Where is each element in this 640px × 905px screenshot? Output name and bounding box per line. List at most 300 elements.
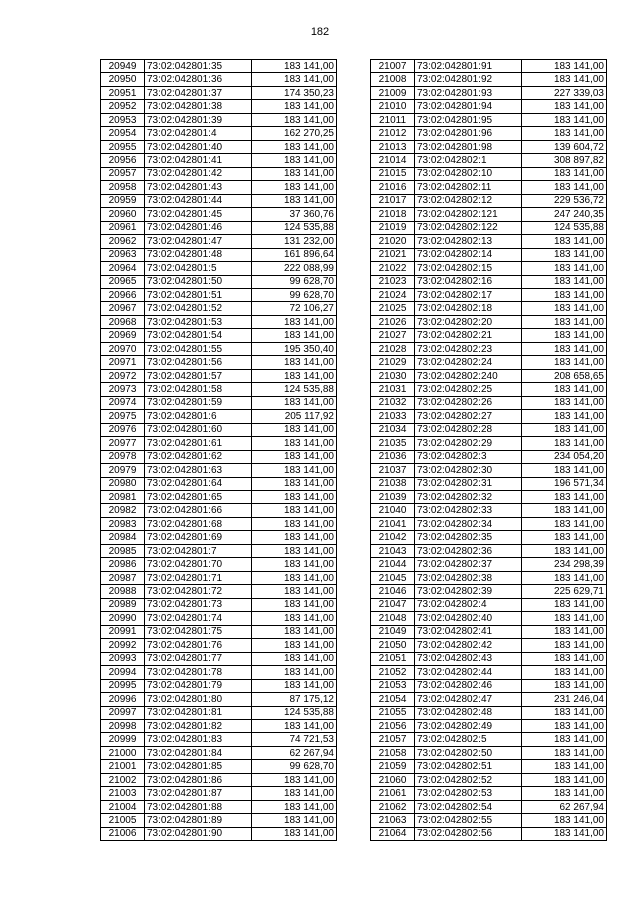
value-cell: 183 141,00 — [522, 181, 607, 194]
cadastral-number-cell: 73:02:042802:240 — [415, 369, 522, 382]
value-cell: 183 141,00 — [252, 585, 337, 598]
value-cell: 162 270,25 — [252, 127, 337, 140]
table-row — [101, 746, 337, 759]
cadastral-number-cell: 73:02:042801:79 — [145, 679, 252, 692]
row-number-cell: 21009 — [371, 86, 415, 99]
table-row — [101, 154, 337, 167]
cadastral-number-cell: 73:02:042801:93 — [415, 86, 522, 99]
cadastral-number-cell: 73:02:042801:4 — [145, 127, 252, 140]
cadastral-number-cell: 73:02:042802:46 — [415, 679, 522, 692]
row-number-cell: 21028 — [371, 342, 415, 355]
table-row — [101, 329, 337, 342]
table-row — [101, 140, 337, 153]
row-number-cell: 21055 — [371, 706, 415, 719]
cadastral-number-cell: 73:02:042801:72 — [145, 585, 252, 598]
table-row — [101, 288, 337, 301]
row-number-cell: 21045 — [371, 571, 415, 584]
row-number-cell: 21029 — [371, 356, 415, 369]
table-row — [101, 800, 337, 813]
cadastral-number-cell: 73:02:042801:76 — [145, 639, 252, 652]
table-row — [371, 262, 607, 275]
table-row — [101, 113, 337, 126]
row-number-cell: 21014 — [371, 154, 415, 167]
table-row — [371, 60, 607, 73]
value-cell: 183 141,00 — [522, 639, 607, 652]
table-row — [101, 100, 337, 113]
table-row — [101, 477, 337, 490]
row-number-cell: 21013 — [371, 140, 415, 153]
row-number-cell: 21033 — [371, 410, 415, 423]
cadastral-number-cell: 73:02:042802:30 — [415, 464, 522, 477]
table-row — [371, 827, 607, 840]
value-cell: 183 141,00 — [252, 73, 337, 86]
cadastral-number-cell: 73:02:042801:98 — [415, 140, 522, 153]
table-row — [101, 396, 337, 409]
cadastral-number-cell: 73:02:042801:58 — [145, 383, 252, 396]
value-cell: 183 141,00 — [252, 814, 337, 827]
table-row — [371, 369, 607, 382]
row-number-cell: 21027 — [371, 329, 415, 342]
row-number-cell: 21053 — [371, 679, 415, 692]
value-cell: 183 141,00 — [252, 356, 337, 369]
cadastral-number-cell: 73:02:042801:59 — [145, 396, 252, 409]
cadastral-number-cell: 73:02:042802:41 — [415, 625, 522, 638]
cadastral-number-cell: 73:02:042802:33 — [415, 504, 522, 517]
table-row — [101, 464, 337, 477]
row-number-cell: 21054 — [371, 693, 415, 706]
row-number-cell: 21018 — [371, 208, 415, 221]
row-number-cell: 20965 — [101, 275, 145, 288]
table-row — [371, 585, 607, 598]
table-row — [101, 437, 337, 450]
row-number-cell: 20989 — [101, 598, 145, 611]
cadastral-number-cell: 73:02:042802:34 — [415, 517, 522, 530]
row-number-cell: 21047 — [371, 598, 415, 611]
cadastral-number-cell: 73:02:042801:54 — [145, 329, 252, 342]
value-cell: 183 141,00 — [522, 275, 607, 288]
table-row — [101, 693, 337, 706]
cadastral-number-cell: 73:02:042801:80 — [145, 693, 252, 706]
table-row — [101, 410, 337, 423]
cadastral-number-cell: 73:02:042801:43 — [145, 181, 252, 194]
table-row — [101, 760, 337, 773]
table-row — [101, 706, 337, 719]
cadastral-number-cell: 73:02:042802:23 — [415, 342, 522, 355]
row-number-cell: 21003 — [101, 787, 145, 800]
value-cell: 183 141,00 — [252, 598, 337, 611]
table-row — [371, 221, 607, 234]
table-row — [371, 410, 607, 423]
value-cell: 183 141,00 — [522, 571, 607, 584]
table-row — [371, 100, 607, 113]
table-row — [371, 612, 607, 625]
table-row — [101, 517, 337, 530]
value-cell: 183 141,00 — [252, 396, 337, 409]
row-number-cell: 21050 — [371, 639, 415, 652]
table-row — [101, 248, 337, 261]
row-number-cell: 20980 — [101, 477, 145, 490]
value-cell: 183 141,00 — [522, 423, 607, 436]
table-row — [371, 706, 607, 719]
cadastral-number-cell: 73:02:042802:50 — [415, 746, 522, 759]
row-number-cell: 21061 — [371, 787, 415, 800]
value-cell: 183 141,00 — [252, 531, 337, 544]
cadastral-number-cell: 73:02:042801:39 — [145, 113, 252, 126]
row-number-cell: 21060 — [371, 773, 415, 786]
value-cell: 183 141,00 — [522, 302, 607, 315]
row-number-cell: 21062 — [371, 800, 415, 813]
value-cell: 99 628,70 — [252, 288, 337, 301]
row-number-cell: 20954 — [101, 127, 145, 140]
table-row — [101, 208, 337, 221]
row-number-cell: 20964 — [101, 262, 145, 275]
row-number-cell: 20950 — [101, 73, 145, 86]
value-cell: 183 141,00 — [522, 127, 607, 140]
cadastral-number-cell: 73:02:042801:5 — [145, 262, 252, 275]
row-number-cell: 21004 — [101, 800, 145, 813]
cadastral-number-cell: 73:02:042802:29 — [415, 437, 522, 450]
table-row — [371, 127, 607, 140]
table-row — [371, 464, 607, 477]
cadastral-number-cell: 73:02:042801:69 — [145, 531, 252, 544]
cadastral-number-cell: 73:02:042801:55 — [145, 342, 252, 355]
table-row — [101, 531, 337, 544]
value-cell: 183 141,00 — [522, 100, 607, 113]
row-number-cell: 21034 — [371, 423, 415, 436]
value-cell: 124 535,88 — [252, 706, 337, 719]
table-row — [101, 814, 337, 827]
cadastral-number-cell: 73:02:042802:4 — [415, 598, 522, 611]
value-cell: 222 088,99 — [252, 262, 337, 275]
value-cell: 183 141,00 — [522, 342, 607, 355]
value-cell: 183 141,00 — [522, 746, 607, 759]
row-number-cell: 21057 — [371, 733, 415, 746]
table-row — [101, 504, 337, 517]
cadastral-number-cell: 73:02:042801:52 — [145, 302, 252, 315]
cadastral-number-cell: 73:02:042801:46 — [145, 221, 252, 234]
cadastral-number-cell: 73:02:042802:37 — [415, 558, 522, 571]
cadastral-number-cell: 73:02:042801:50 — [145, 275, 252, 288]
table-row — [371, 477, 607, 490]
cadastral-number-cell: 73:02:042802:48 — [415, 706, 522, 719]
value-cell: 174 350,23 — [252, 86, 337, 99]
cadastral-number-cell: 73:02:042801:84 — [145, 746, 252, 759]
value-cell: 183 141,00 — [252, 558, 337, 571]
cadastral-number-cell: 73:02:042802:5 — [415, 733, 522, 746]
table-row — [371, 235, 607, 248]
cadastral-number-cell: 73:02:042801:75 — [145, 625, 252, 638]
value-cell: 183 141,00 — [522, 383, 607, 396]
value-cell: 183 141,00 — [252, 544, 337, 557]
value-cell: 183 141,00 — [522, 504, 607, 517]
table-row — [101, 773, 337, 786]
row-number-cell: 20990 — [101, 612, 145, 625]
cadastral-number-cell: 73:02:042801:66 — [145, 504, 252, 517]
row-number-cell: 21015 — [371, 167, 415, 180]
table-row — [371, 746, 607, 759]
row-number-cell: 21046 — [371, 585, 415, 598]
table-row — [371, 73, 607, 86]
value-cell: 183 141,00 — [252, 167, 337, 180]
cadastral-number-cell: 73:02:042801:41 — [145, 154, 252, 167]
row-number-cell: 21019 — [371, 221, 415, 234]
value-cell: 183 141,00 — [522, 773, 607, 786]
value-cell: 196 571,34 — [522, 477, 607, 490]
row-number-cell: 21011 — [371, 113, 415, 126]
table-row — [371, 450, 607, 463]
row-number-cell: 21040 — [371, 504, 415, 517]
value-cell: 183 141,00 — [522, 706, 607, 719]
row-number-cell: 20978 — [101, 450, 145, 463]
row-number-cell: 20951 — [101, 86, 145, 99]
row-number-cell: 21063 — [371, 814, 415, 827]
value-cell: 183 141,00 — [522, 464, 607, 477]
row-number-cell: 21056 — [371, 719, 415, 732]
row-number-cell: 20971 — [101, 356, 145, 369]
table-row — [371, 558, 607, 571]
value-cell: 183 141,00 — [252, 491, 337, 504]
value-cell: 183 141,00 — [252, 639, 337, 652]
left-table — [100, 59, 337, 841]
table-row — [371, 491, 607, 504]
row-number-cell: 20967 — [101, 302, 145, 315]
table-row — [371, 167, 607, 180]
table-row — [101, 733, 337, 746]
row-number-cell: 21023 — [371, 275, 415, 288]
value-cell: 62 267,94 — [252, 746, 337, 759]
cadastral-number-cell: 73:02:042802:31 — [415, 477, 522, 490]
cadastral-number-cell: 73:02:042801:62 — [145, 450, 252, 463]
row-number-cell: 21025 — [371, 302, 415, 315]
cadastral-number-cell: 73:02:042802:15 — [415, 262, 522, 275]
page-number: 182 — [310, 26, 330, 38]
value-cell: 183 141,00 — [522, 437, 607, 450]
cadastral-number-cell: 73:02:042801:96 — [415, 127, 522, 140]
row-number-cell: 21006 — [101, 827, 145, 840]
row-number-cell: 20972 — [101, 369, 145, 382]
row-number-cell: 20966 — [101, 288, 145, 301]
table-row — [371, 86, 607, 99]
table-row — [371, 544, 607, 557]
table-row — [101, 571, 337, 584]
cadastral-number-cell: 73:02:042801:78 — [145, 666, 252, 679]
row-number-cell: 21002 — [101, 773, 145, 786]
table-row — [101, 167, 337, 180]
row-number-cell: 21012 — [371, 127, 415, 140]
table-row — [101, 450, 337, 463]
value-cell: 183 141,00 — [522, 625, 607, 638]
table-row — [101, 639, 337, 652]
cadastral-number-cell: 73:02:042801:40 — [145, 140, 252, 153]
cadastral-number-cell: 73:02:042802:16 — [415, 275, 522, 288]
row-number-cell: 20991 — [101, 625, 145, 638]
value-cell: 183 141,00 — [522, 787, 607, 800]
table-row — [371, 248, 607, 261]
row-number-cell: 20959 — [101, 194, 145, 207]
row-number-cell: 20952 — [101, 100, 145, 113]
value-cell: 183 141,00 — [522, 356, 607, 369]
value-cell: 183 141,00 — [252, 612, 337, 625]
value-cell: 183 141,00 — [522, 113, 607, 126]
table-row — [101, 585, 337, 598]
value-cell: 161 896,64 — [252, 248, 337, 261]
table-row — [371, 315, 607, 328]
value-cell: 183 141,00 — [522, 652, 607, 665]
table-row — [101, 423, 337, 436]
value-cell: 99 628,70 — [252, 760, 337, 773]
value-cell: 183 141,00 — [252, 625, 337, 638]
cadastral-number-cell: 73:02:042801:89 — [145, 814, 252, 827]
table-row — [371, 154, 607, 167]
cadastral-number-cell: 73:02:042801:86 — [145, 773, 252, 786]
cadastral-number-cell: 73:02:042802:40 — [415, 612, 522, 625]
cadastral-number-cell: 73:02:042801:94 — [415, 100, 522, 113]
cadastral-number-cell: 73:02:042801:70 — [145, 558, 252, 571]
cadastral-number-cell: 73:02:042802:21 — [415, 329, 522, 342]
cadastral-number-cell: 73:02:042802:13 — [415, 235, 522, 248]
value-cell: 183 141,00 — [522, 248, 607, 261]
row-number-cell: 21058 — [371, 746, 415, 759]
value-cell: 183 141,00 — [522, 612, 607, 625]
table-row — [371, 329, 607, 342]
table-row — [101, 356, 337, 369]
cadastral-number-cell: 73:02:042802:54 — [415, 800, 522, 813]
value-cell: 195 350,40 — [252, 342, 337, 355]
cadastral-number-cell: 73:02:042801:53 — [145, 315, 252, 328]
table-row — [371, 625, 607, 638]
table-row — [101, 544, 337, 557]
row-number-cell: 21048 — [371, 612, 415, 625]
table-row — [371, 652, 607, 665]
value-cell: 308 897,82 — [522, 154, 607, 167]
value-cell: 183 141,00 — [252, 679, 337, 692]
cadastral-number-cell: 73:02:042801:51 — [145, 288, 252, 301]
value-cell: 183 141,00 — [252, 181, 337, 194]
value-cell: 183 141,00 — [252, 517, 337, 530]
row-number-cell: 21010 — [371, 100, 415, 113]
value-cell: 231 246,04 — [522, 693, 607, 706]
table-row — [371, 733, 607, 746]
row-number-cell: 20969 — [101, 329, 145, 342]
row-number-cell: 21016 — [371, 181, 415, 194]
value-cell: 183 141,00 — [252, 719, 337, 732]
cadastral-number-cell: 73:02:042802:20 — [415, 315, 522, 328]
row-number-cell: 20963 — [101, 248, 145, 261]
table-row — [101, 369, 337, 382]
row-number-cell: 20973 — [101, 383, 145, 396]
cadastral-number-cell: 73:02:042802:55 — [415, 814, 522, 827]
cadastral-number-cell: 73:02:042802:36 — [415, 544, 522, 557]
cadastral-number-cell: 73:02:042802:38 — [415, 571, 522, 584]
row-number-cell: 21052 — [371, 666, 415, 679]
table-row — [101, 221, 337, 234]
table-row — [101, 383, 337, 396]
row-number-cell: 20979 — [101, 464, 145, 477]
value-cell: 183 141,00 — [252, 100, 337, 113]
cadastral-number-cell: 73:02:042801:64 — [145, 477, 252, 490]
cadastral-number-cell: 73:02:042801:45 — [145, 208, 252, 221]
value-cell: 183 141,00 — [522, 666, 607, 679]
cadastral-number-cell: 73:02:042802:1 — [415, 154, 522, 167]
cadastral-number-cell: 73:02:042801:73 — [145, 598, 252, 611]
value-cell: 183 141,00 — [252, 504, 337, 517]
cadastral-number-cell: 73:02:042801:68 — [145, 517, 252, 530]
row-number-cell: 21005 — [101, 814, 145, 827]
value-cell: 183 141,00 — [522, 288, 607, 301]
row-number-cell: 20957 — [101, 167, 145, 180]
row-number-cell: 21020 — [371, 235, 415, 248]
table-row — [371, 693, 607, 706]
row-number-cell: 21017 — [371, 194, 415, 207]
row-number-cell: 20983 — [101, 517, 145, 530]
cadastral-number-cell: 73:02:042802:24 — [415, 356, 522, 369]
table-row — [371, 598, 607, 611]
value-cell: 183 141,00 — [522, 73, 607, 86]
table-row — [101, 194, 337, 207]
value-cell: 229 536,72 — [522, 194, 607, 207]
table-row — [371, 275, 607, 288]
table-row — [101, 491, 337, 504]
table-row — [371, 800, 607, 813]
value-cell: 183 141,00 — [522, 235, 607, 248]
value-cell: 183 141,00 — [252, 827, 337, 840]
table-row — [371, 531, 607, 544]
row-number-cell: 20997 — [101, 706, 145, 719]
table-row — [101, 598, 337, 611]
value-cell: 183 141,00 — [252, 329, 337, 342]
value-cell: 183 141,00 — [522, 760, 607, 773]
value-cell: 72 106,27 — [252, 302, 337, 315]
cadastral-number-cell: 73:02:042802:42 — [415, 639, 522, 652]
value-cell: 183 141,00 — [522, 262, 607, 275]
value-cell: 183 141,00 — [522, 491, 607, 504]
cadastral-number-cell: 73:02:042801:88 — [145, 800, 252, 813]
cadastral-number-cell: 73:02:042801:82 — [145, 719, 252, 732]
table-row — [101, 612, 337, 625]
cadastral-number-cell: 73:02:042801:56 — [145, 356, 252, 369]
value-cell: 183 141,00 — [252, 113, 337, 126]
row-number-cell: 20981 — [101, 491, 145, 504]
value-cell: 183 141,00 — [522, 598, 607, 611]
cadastral-number-cell: 73:02:042802:47 — [415, 693, 522, 706]
table-row — [371, 787, 607, 800]
cadastral-number-cell: 73:02:042802:10 — [415, 167, 522, 180]
row-number-cell: 20999 — [101, 733, 145, 746]
cadastral-number-cell: 73:02:042802:122 — [415, 221, 522, 234]
row-number-cell: 21001 — [101, 760, 145, 773]
value-cell: 183 141,00 — [252, 140, 337, 153]
row-number-cell: 21049 — [371, 625, 415, 638]
value-cell: 234 054,20 — [522, 450, 607, 463]
row-number-cell: 21064 — [371, 827, 415, 840]
value-cell: 183 141,00 — [252, 464, 337, 477]
value-cell: 183 141,00 — [252, 773, 337, 786]
cadastral-number-cell: 73:02:042802:49 — [415, 719, 522, 732]
value-cell: 99 628,70 — [252, 275, 337, 288]
cadastral-number-cell: 73:02:042801:6 — [145, 410, 252, 423]
value-cell: 183 141,00 — [252, 666, 337, 679]
table-row — [371, 208, 607, 221]
table-row — [101, 315, 337, 328]
cadastral-number-cell: 73:02:042801:44 — [145, 194, 252, 207]
row-number-cell: 21026 — [371, 315, 415, 328]
cadastral-number-cell: 73:02:042802:35 — [415, 531, 522, 544]
table-row — [101, 235, 337, 248]
value-cell: 183 141,00 — [252, 154, 337, 167]
cadastral-number-cell: 73:02:042802:44 — [415, 666, 522, 679]
row-number-cell: 20974 — [101, 396, 145, 409]
table-row — [101, 679, 337, 692]
